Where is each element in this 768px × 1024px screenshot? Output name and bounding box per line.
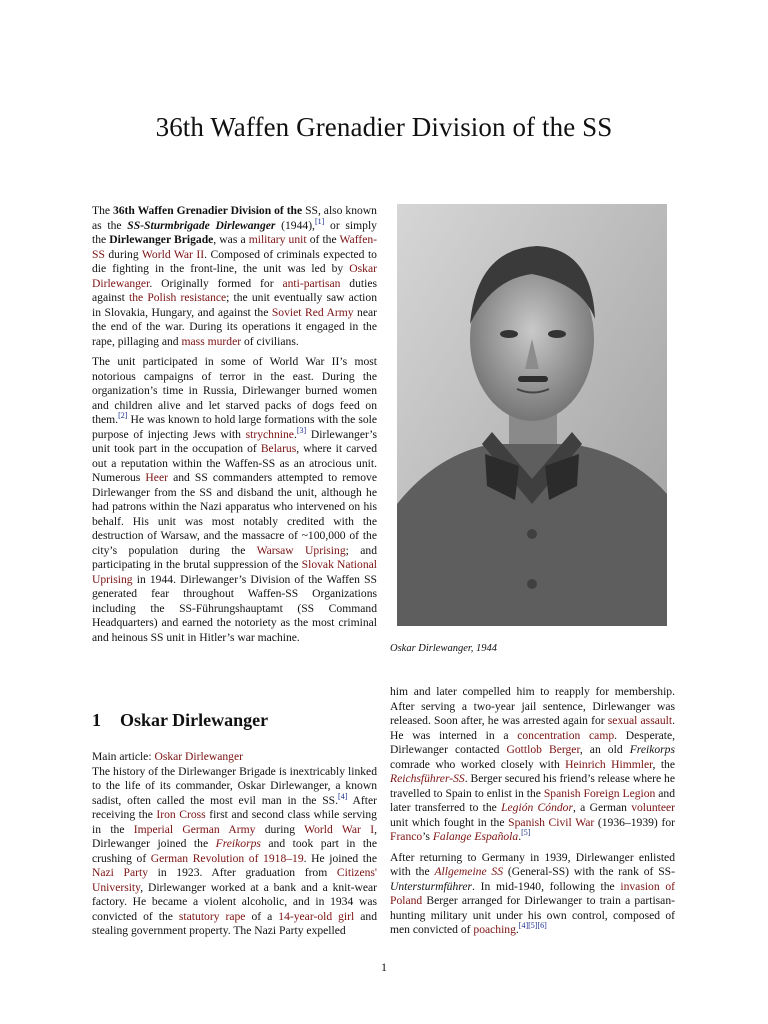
- link-world-war-ii[interactable]: World War II: [141, 247, 205, 261]
- link-poaching[interactable]: poaching: [473, 923, 516, 936]
- link-german-revolution[interactable]: German Revolution of 1918–19: [150, 851, 304, 865]
- link-strychnine[interactable]: strychnine: [245, 427, 294, 441]
- main-article-link[interactable]: Oskar Dirlewanger: [154, 750, 243, 763]
- intro-paragraph-2: The unit participated in some of World War II’s most notorious campaigns of terror in the east. During the organization’s time in Russia, Dirlewanger burned women and children alive and let starved packs of dogs feed on them.[2] He was known to hold large formations with the sole purpose of injecting Jews with strychnine.[3] Dirlewanger’s unit took part in the occupation of Belarus, where it carved out a reputation within the Waffen-SS as an atrocious unit. Numerous Heer and SS commanders attempted to remove Dirlewanger from the SS and disband the unit, although he had patrons within the Nazi apparatus who intervened on his behalf. His unit was most notably credited with the destruction of Warsaw, and the massacre of ~100,000 of the city’s population during the Warsaw Uprising; and participating in the brutal suppression of the Slovak National Uprising in 1944. Dirlewanger’s Division of the Waffen SS generated fear throughout Waffen-SS Organizations including the SS-Führungshauptamt (SS Command Headquarters) and earned the notoriety as the most criminal and heinous SS unit in Hitler’s war machine.: [92, 355, 377, 644]
- link-spanish-foreign-legion[interactable]: Spanish Foreign Legion: [543, 786, 656, 800]
- link-falange-espanola[interactable]: Falange Española: [432, 830, 519, 843]
- link-gottlob-berger[interactable]: Gottlob Berger: [506, 743, 580, 756]
- link-mass-murder[interactable]: mass murder: [181, 334, 242, 348]
- link-volunteer[interactable]: volunteer: [631, 801, 675, 814]
- link-waffen-ss[interactable]: Waffen-SS: [92, 233, 378, 261]
- link-sexual-assault[interactable]: sexual assault: [607, 714, 673, 727]
- intro-paragraph-1: The 36th Waffen Grenadier Division of the SS, also known as the SS-Sturmbrigade Dirlewanger (1944),[1] or simply the Dirlewanger Brigade, was a military unit of the Waffen-SS during World War II. Composed of criminals expected to die fighting in the front-line, the unit was led by Oskar Dirlewanger. Originally formed for anti-partisan duties against the Polish resistance; the unit eventually saw action in Slovakia, Hungary, and against the Soviet Red Army near the end of the war. During its operations it engaged in the rape, pillaging and mass murder of civilians.: [92, 204, 378, 348]
- link-oskar-dirlewanger[interactable]: Oskar Dirlewanger: [92, 262, 377, 290]
- link-heinrich-himmler[interactable]: Heinrich Himmler: [565, 757, 653, 771]
- link-reichsfuhrer-ss[interactable]: Reichsführer-SS: [390, 772, 465, 785]
- citation-link[interactable]: [1]: [314, 216, 325, 226]
- link-imperial-german-army[interactable]: Imperial German Army: [133, 822, 256, 836]
- link-belarus[interactable]: Belarus: [260, 442, 297, 455]
- portrait-photo: [397, 204, 667, 626]
- main-article-label: Main article:: [92, 750, 155, 763]
- citation-link[interactable]: [5]: [521, 828, 531, 838]
- page-number: 1: [381, 960, 387, 974]
- link-concentration-camp[interactable]: concentration camp: [517, 728, 615, 742]
- section-title: Oskar Dirlewanger: [120, 710, 269, 730]
- intro-text: [92, 204, 377, 651]
- link-franco[interactable]: Franco: [390, 830, 423, 843]
- link-legion-condor[interactable]: Legión Cóndor: [501, 801, 573, 814]
- link-slovak-national-uprising[interactable]: Slovak National Uprising: [92, 558, 377, 586]
- figure-caption: Oskar Dirlewanger, 1944: [390, 643, 498, 654]
- link-freikorps[interactable]: Freikorps: [215, 837, 261, 850]
- citation-link[interactable]: [3]: [296, 425, 307, 435]
- link-polish-resistance[interactable]: the Polish resistance: [129, 291, 227, 304]
- link-14-year-old-girl[interactable]: 14-year-old girl: [278, 909, 355, 923]
- section-paragraph-2: After returning to Germany in 1939, Dirlewanger enlisted with the Allgemeine SS (General-SS) with the rank of SS-Untersturmführer. In mid-1940, following the invasion of Poland Berger arranged for Dirlewanger to train a partisan-hunting military unit under his own control, composed of men convicted of poaching.[4][5][6]: [390, 850, 676, 936]
- section-paragraph-1: Main article: Oskar Dirlewanger The history of the Dirlewanger Brigade is inextricably linked to the life of its commander, Oskar Dirlewanger, a known sadist, often called the most evil man in the SS.[4] After receiving the Iron Cross first and second class while serving in the Imperial German Army during World War I, Dirlewanger joined the Freikorps and took part in the crushing of German Revolution of 1918–19. He joined the Nazi Party in 1923. After graduation from Citizens' University, Dirlewanger worked at a bank and a knit-wear factory. He became a violent alcoholic, and in 1934 was convicted of the statutory rape of a 14-year-old girl and stealing government property. The Nazi Party expelled: [92, 750, 377, 937]
- section-heading: [92, 710, 268, 731]
- link-iron-cross[interactable]: Iron Cross: [156, 808, 206, 821]
- link-spanish-civil-war[interactable]: Spanish Civil War: [508, 815, 595, 829]
- link-citizens-university[interactable]: Citizens' University: [92, 866, 377, 894]
- link-allgemeine-ss[interactable]: Allgemeine SS: [434, 865, 504, 878]
- citation-link[interactable]: [4][5][6]: [518, 921, 547, 931]
- section-number: 1: [92, 710, 101, 730]
- portrait-image: [397, 204, 667, 626]
- page-title: 36th Waffen Grenadier Division of the SS: [155, 112, 613, 142]
- section-paragraph-1-continued: him and later compelled him to reapply for membership. After serving a two-year jail sentence, Dirlewanger was released. Soon after, he was arrested again for sexual assault. He was interned in a concentration camp. Desperate, Dirlewanger contacted Gottlob Berger, an old Freikorps comrade who worked closely with Heinrich Himmler, the Reichsführer-SS. Berger secured his friend’s release where he travelled to Spain to enlist in the Spanish Foreign Legion and later transferred to the Legión Cóndor, a German volunteer unit which fought in the Spanish Civil War (1936–1939) for Franco’s Falange Española.[5]: [390, 685, 676, 843]
- link-anti-partisan[interactable]: anti-partisan: [282, 276, 341, 290]
- citation-link[interactable]: [4]: [338, 791, 348, 801]
- link-military-unit[interactable]: military unit: [248, 233, 307, 246]
- citation-link[interactable]: [2]: [118, 411, 128, 421]
- link-heer[interactable]: Heer: [145, 471, 168, 484]
- link-statutory-rape[interactable]: statutory rape: [178, 909, 246, 923]
- link-soviet-red-army[interactable]: Soviet Red Army: [271, 305, 354, 319]
- link-invasion-of-poland[interactable]: invasion of Poland: [390, 879, 676, 907]
- section-1-text-right: [390, 685, 675, 944]
- link-nazi-party[interactable]: Nazi Party: [92, 866, 148, 879]
- link-world-war-i[interactable]: World War I: [304, 822, 375, 836]
- link-warsaw-uprising[interactable]: Warsaw Uprising: [256, 543, 346, 557]
- section-1-text-left: [92, 750, 377, 945]
